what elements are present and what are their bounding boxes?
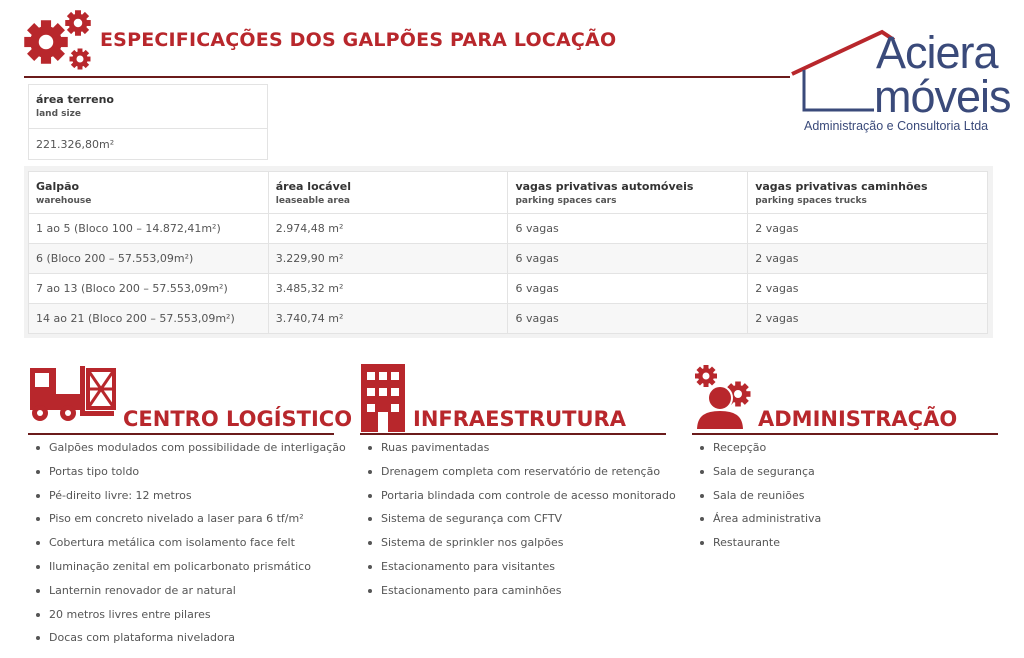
table-cell: 2 vagas <box>748 274 988 304</box>
gears-icon <box>22 6 96 72</box>
column-header-label-en: warehouse <box>36 196 92 206</box>
section-title: CENTRO LOGÍSTICO <box>123 407 353 431</box>
column-header-leaseable-area <box>268 172 508 214</box>
list-item: Docas com plataforma niveladora <box>34 630 346 654</box>
list-item: Portas tipo toldo <box>34 464 346 488</box>
table-cell: 3.485,32 m² <box>268 274 508 304</box>
table-row <box>29 304 988 334</box>
table-cell: 6 (Bloco 200 – 57.553,09m²) <box>29 244 269 274</box>
column-header-warehouse <box>29 172 269 214</box>
list-item: Estacionamento para caminhões <box>366 583 676 607</box>
section-title: INFRAESTRUTURA <box>413 407 626 431</box>
land-size-label: área terreno <box>36 93 114 106</box>
building-icon <box>360 364 408 432</box>
list-item: Cobertura metálica com isolamento face felt <box>34 535 346 559</box>
logo-subtitle: Administração e Consultoria Ltda <box>804 119 989 133</box>
table-cell: 7 ao 13 (Bloco 200 – 57.553,09m²) <box>29 274 269 304</box>
list-item: Piso em concreto nivelado a laser para 6 tf/m² <box>34 511 346 535</box>
table-cell: 1 ao 5 (Bloco 100 – 14.872,41m²) <box>29 214 269 244</box>
logo-name-line2: móveis <box>874 71 1011 122</box>
land-size-value: 221.326,80m² <box>36 138 115 151</box>
table-cell: 6 vagas <box>508 244 748 274</box>
list-item: Ruas pavimentadas <box>366 440 676 464</box>
forklift-icon <box>28 364 118 424</box>
table-row <box>29 214 988 244</box>
column-header-parking-trucks <box>748 172 988 214</box>
table-row <box>29 274 988 304</box>
table-cell: 2 vagas <box>748 244 988 274</box>
list-item: Portaria blindada com controle de acesso monitorado <box>366 488 676 512</box>
list-item: Drenagem completa com reservatório de retenção <box>366 464 676 488</box>
table-cell: 6 vagas <box>508 304 748 334</box>
specs-table-container <box>24 166 993 338</box>
table-cell: 3.740,74 m² <box>268 304 508 334</box>
table-cell: 14 ao 21 (Bloco 200 – 57.553,09m²) <box>29 304 269 334</box>
column-header-label: vagas privativas automóveis <box>515 180 694 193</box>
list-item: Restaurante <box>698 535 821 559</box>
section-logistics-center <box>28 364 353 654</box>
land-size-label-en: land size <box>36 109 81 119</box>
section-infrastructure <box>360 364 676 614</box>
list-item: Galpões modulados com possibilidade de interligação <box>34 440 346 464</box>
page-title: ESPECIFICAÇÕES DOS GALPÕES PARA LOCAÇÃO <box>100 29 617 51</box>
section-administration <box>692 364 1000 564</box>
feature-list <box>698 440 821 559</box>
table-cell: 6 vagas <box>508 274 748 304</box>
column-header-parking-cars <box>508 172 748 214</box>
table-cell: 2 vagas <box>748 214 988 244</box>
list-item: 20 metros livres entre pilares <box>34 607 346 631</box>
column-header-label: Galpão <box>36 180 80 193</box>
column-header-label: área locável <box>275 180 351 193</box>
table-cell: 6 vagas <box>508 214 748 244</box>
section-divider <box>692 433 998 435</box>
admin-person-gears-icon <box>692 364 754 430</box>
section-divider <box>360 433 666 435</box>
land-size-header <box>29 85 267 129</box>
column-header-label-en: parking spaces cars <box>515 196 617 206</box>
section-divider <box>28 433 334 435</box>
column-header-label-en: parking spaces trucks <box>755 196 867 206</box>
feature-list <box>34 440 346 654</box>
table-cell: 2.974,48 m² <box>268 214 508 244</box>
logo-name-line1: Aciera <box>876 27 998 78</box>
column-header-label-en: leaseable area <box>275 196 350 206</box>
specs-table <box>28 171 988 334</box>
table-cell: 2 vagas <box>748 304 988 334</box>
list-item: Sistema de segurança com CFTV <box>366 511 676 535</box>
list-item: Recepção <box>698 440 821 464</box>
feature-list <box>366 440 676 607</box>
list-item: Pé-direito livre: 12 metros <box>34 488 346 512</box>
section-title: ADMINISTRAÇÃO <box>758 407 958 431</box>
list-item: Estacionamento para visitantes <box>366 559 676 583</box>
land-size-table <box>28 84 268 160</box>
table-cell: 3.229,90 m² <box>268 244 508 274</box>
list-item: Área administrativa <box>698 511 821 535</box>
list-item: Lanternin renovador de ar natural <box>34 583 346 607</box>
list-item: Iluminação zenital em policarbonato prismático <box>34 559 346 583</box>
column-header-label: vagas privativas caminhões <box>755 180 928 193</box>
table-header-row <box>29 172 988 214</box>
list-item: Sala de reuniões <box>698 488 821 512</box>
table-row <box>29 244 988 274</box>
list-item: Sistema de sprinkler nos galpões <box>366 535 676 559</box>
company-logo <box>790 27 1011 134</box>
list-item: Sala de segurança <box>698 464 821 488</box>
